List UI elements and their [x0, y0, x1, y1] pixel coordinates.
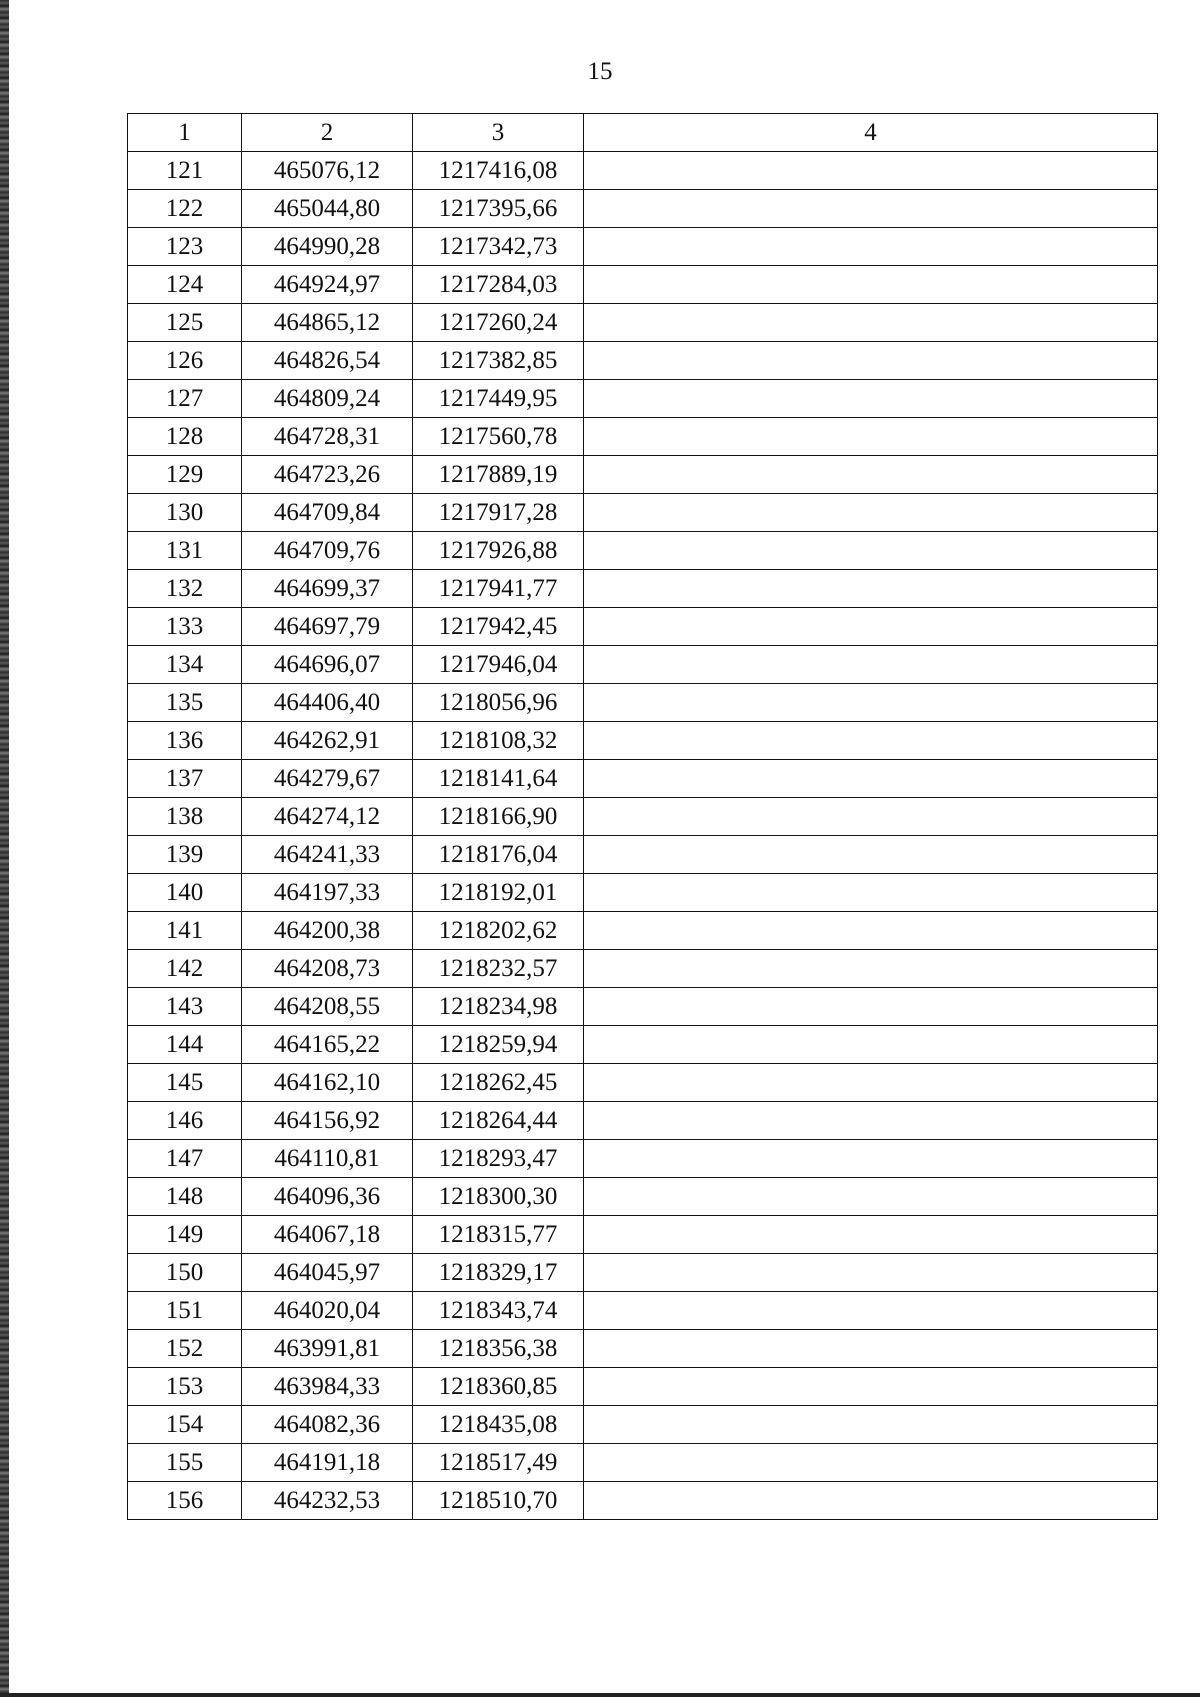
table-row — [128, 456, 1158, 494]
table-cell — [584, 570, 1158, 608]
table-cell: 1218360,85 — [413, 1368, 584, 1406]
table-cell: 1217382,85 — [413, 342, 584, 380]
table-cell: 123 — [128, 228, 242, 266]
table-cell: 133 — [128, 608, 242, 646]
table-cell: 1218108,32 — [413, 722, 584, 760]
table-cell: 137 — [128, 760, 242, 798]
table-cell — [584, 418, 1158, 456]
table-cell: 155 — [128, 1444, 242, 1482]
scan-edge — [0, 0, 9, 1697]
table-cell: 130 — [128, 494, 242, 532]
table-cell — [584, 190, 1158, 228]
table-cell: 464162,10 — [242, 1064, 413, 1102]
table-cell: 1217284,03 — [413, 266, 584, 304]
table-cell: 1217560,78 — [413, 418, 584, 456]
table-cell: 464208,73 — [242, 950, 413, 988]
table-cell: 464696,07 — [242, 646, 413, 684]
table-cell: 464728,31 — [242, 418, 413, 456]
table-row — [128, 1254, 1158, 1292]
header-cell: 1 — [128, 114, 242, 152]
table-row — [128, 190, 1158, 228]
table-cell: 1217395,66 — [413, 190, 584, 228]
coordinates-table — [127, 113, 1158, 1520]
table-cell: 464156,92 — [242, 1102, 413, 1140]
table-cell: 142 — [128, 950, 242, 988]
table-cell: 1218202,62 — [413, 912, 584, 950]
table-cell: 150 — [128, 1254, 242, 1292]
table-cell: 1218329,17 — [413, 1254, 584, 1292]
table-cell: 153 — [128, 1368, 242, 1406]
table-cell: 1217941,77 — [413, 570, 584, 608]
table-row — [128, 912, 1158, 950]
table-cell: 464709,76 — [242, 532, 413, 570]
table-cell: 1218234,98 — [413, 988, 584, 1026]
table-cell: 1218435,08 — [413, 1406, 584, 1444]
table-cell — [584, 1254, 1158, 1292]
page-number: 15 — [587, 58, 613, 85]
table-cell — [584, 646, 1158, 684]
table-cell: 463984,33 — [242, 1368, 413, 1406]
table-row — [128, 1406, 1158, 1444]
table-cell — [584, 1102, 1158, 1140]
table-cell: 141 — [128, 912, 242, 950]
table-cell — [584, 1178, 1158, 1216]
table-row — [128, 760, 1158, 798]
table-cell — [584, 1064, 1158, 1102]
table-cell — [584, 380, 1158, 418]
table-cell: 464020,04 — [242, 1292, 413, 1330]
table-cell — [584, 342, 1158, 380]
table-cell: 464826,54 — [242, 342, 413, 380]
table-cell: 464262,91 — [242, 722, 413, 760]
table-cell: 128 — [128, 418, 242, 456]
table-cell: 1218176,04 — [413, 836, 584, 874]
table-cell — [584, 1292, 1158, 1330]
table-cell: 1217342,73 — [413, 228, 584, 266]
table-cell — [584, 722, 1158, 760]
table-cell: 143 — [128, 988, 242, 1026]
table-cell: 1217889,19 — [413, 456, 584, 494]
table-cell — [584, 532, 1158, 570]
table-cell: 464096,36 — [242, 1178, 413, 1216]
table-cell: 1217260,24 — [413, 304, 584, 342]
table-row — [128, 1026, 1158, 1064]
table-row — [128, 342, 1158, 380]
table-cell — [584, 1216, 1158, 1254]
table-cell — [584, 684, 1158, 722]
table-cell: 149 — [128, 1216, 242, 1254]
table-cell: 138 — [128, 798, 242, 836]
table-row — [128, 836, 1158, 874]
table-cell — [584, 456, 1158, 494]
table-cell: 465076,12 — [242, 152, 413, 190]
table-cell: 464045,97 — [242, 1254, 413, 1292]
table-cell: 1218510,70 — [413, 1482, 584, 1520]
table-cell: 464990,28 — [242, 228, 413, 266]
table-cell: 464709,84 — [242, 494, 413, 532]
table-row — [128, 418, 1158, 456]
table-cell: 135 — [128, 684, 242, 722]
header-cell: 3 — [413, 114, 584, 152]
table-row — [128, 1292, 1158, 1330]
header-cell: 2 — [242, 114, 413, 152]
table-cell: 148 — [128, 1178, 242, 1216]
table-row — [128, 608, 1158, 646]
table-cell: 464232,53 — [242, 1482, 413, 1520]
table-cell — [584, 266, 1158, 304]
table-row — [128, 988, 1158, 1026]
table-body — [128, 152, 1158, 1520]
table-cell: 132 — [128, 570, 242, 608]
table-cell: 1218300,30 — [413, 1178, 584, 1216]
table-row — [128, 1368, 1158, 1406]
table-cell: 464082,36 — [242, 1406, 413, 1444]
table-cell: 1218517,49 — [413, 1444, 584, 1482]
table-cell — [584, 1406, 1158, 1444]
table-cell: 1217416,08 — [413, 152, 584, 190]
table-row — [128, 494, 1158, 532]
table-cell: 139 — [128, 836, 242, 874]
table-row — [128, 646, 1158, 684]
table-row — [128, 152, 1158, 190]
table-row — [128, 950, 1158, 988]
table-row — [128, 304, 1158, 342]
table-cell — [584, 836, 1158, 874]
table-cell: 464699,37 — [242, 570, 413, 608]
table-header-row — [128, 114, 1158, 152]
table-cell — [584, 228, 1158, 266]
table-cell: 122 — [128, 190, 242, 228]
table-cell: 1218264,44 — [413, 1102, 584, 1140]
table-row — [128, 1102, 1158, 1140]
table-cell: 144 — [128, 1026, 242, 1064]
table-row — [128, 1216, 1158, 1254]
table-cell: 464067,18 — [242, 1216, 413, 1254]
header-cell: 4 — [584, 114, 1158, 152]
table-cell: 464865,12 — [242, 304, 413, 342]
table-row — [128, 1482, 1158, 1520]
table-cell — [584, 1444, 1158, 1482]
table-cell — [584, 1482, 1158, 1520]
table-cell: 464191,18 — [242, 1444, 413, 1482]
table-row — [128, 722, 1158, 760]
table-cell: 1217449,95 — [413, 380, 584, 418]
table-cell: 464697,79 — [242, 608, 413, 646]
table-row — [128, 228, 1158, 266]
table-cell — [584, 1368, 1158, 1406]
table-cell: 136 — [128, 722, 242, 760]
table-cell: 145 — [128, 1064, 242, 1102]
table-cell: 147 — [128, 1140, 242, 1178]
table-cell — [584, 912, 1158, 950]
table-cell — [584, 304, 1158, 342]
table-cell — [584, 1330, 1158, 1368]
table-cell: 1218056,96 — [413, 684, 584, 722]
table-cell — [584, 1140, 1158, 1178]
table-cell: 464924,97 — [242, 266, 413, 304]
table-cell: 464809,24 — [242, 380, 413, 418]
table-cell: 1218356,38 — [413, 1330, 584, 1368]
table-cell: 464406,40 — [242, 684, 413, 722]
table-cell: 152 — [128, 1330, 242, 1368]
table-cell: 464274,12 — [242, 798, 413, 836]
table-row — [128, 380, 1158, 418]
table-cell: 1218343,74 — [413, 1292, 584, 1330]
table-cell: 464197,33 — [242, 874, 413, 912]
table-cell: 154 — [128, 1406, 242, 1444]
table-cell: 1218232,57 — [413, 950, 584, 988]
table-cell: 126 — [128, 342, 242, 380]
table-cell — [584, 950, 1158, 988]
table-cell — [584, 608, 1158, 646]
table-cell: 1218293,47 — [413, 1140, 584, 1178]
table-cell: 156 — [128, 1482, 242, 1520]
table-cell: 131 — [128, 532, 242, 570]
table-cell: 129 — [128, 456, 242, 494]
table-cell — [584, 760, 1158, 798]
table-cell: 463991,81 — [242, 1330, 413, 1368]
table-row — [128, 532, 1158, 570]
table-cell — [584, 152, 1158, 190]
table-cell: 127 — [128, 380, 242, 418]
table-cell: 134 — [128, 646, 242, 684]
table-cell: 1218166,90 — [413, 798, 584, 836]
table-cell: 1218141,64 — [413, 760, 584, 798]
table-row — [128, 1444, 1158, 1482]
table-cell: 146 — [128, 1102, 242, 1140]
table-cell: 140 — [128, 874, 242, 912]
scan-bottom-edge — [0, 1693, 1200, 1697]
table-cell: 464165,22 — [242, 1026, 413, 1064]
table-cell: 1217942,45 — [413, 608, 584, 646]
table-cell: 1218315,77 — [413, 1216, 584, 1254]
table-row — [128, 266, 1158, 304]
table-row — [128, 1064, 1158, 1102]
table-cell: 1218262,45 — [413, 1064, 584, 1102]
table-cell: 464723,26 — [242, 456, 413, 494]
table-cell: 464241,33 — [242, 836, 413, 874]
table-cell — [584, 494, 1158, 532]
table-cell: 464110,81 — [242, 1140, 413, 1178]
table-cell: 125 — [128, 304, 242, 342]
table-cell: 124 — [128, 266, 242, 304]
table-cell: 1218192,01 — [413, 874, 584, 912]
table-cell — [584, 874, 1158, 912]
table-row — [128, 1330, 1158, 1368]
table-row — [128, 684, 1158, 722]
table-row — [128, 874, 1158, 912]
table-cell — [584, 1026, 1158, 1064]
table-cell: 121 — [128, 152, 242, 190]
table-cell: 1218259,94 — [413, 1026, 584, 1064]
table-cell — [584, 798, 1158, 836]
table-cell: 151 — [128, 1292, 242, 1330]
table-cell: 464208,55 — [242, 988, 413, 1026]
table-row — [128, 1178, 1158, 1216]
table-row — [128, 570, 1158, 608]
table-cell — [584, 988, 1158, 1026]
table-cell: 1217926,88 — [413, 532, 584, 570]
table-cell: 1217946,04 — [413, 646, 584, 684]
table-row — [128, 798, 1158, 836]
table-cell: 464279,67 — [242, 760, 413, 798]
table-cell: 464200,38 — [242, 912, 413, 950]
table-cell: 465044,80 — [242, 190, 413, 228]
table-cell: 1217917,28 — [413, 494, 584, 532]
table-row — [128, 1140, 1158, 1178]
